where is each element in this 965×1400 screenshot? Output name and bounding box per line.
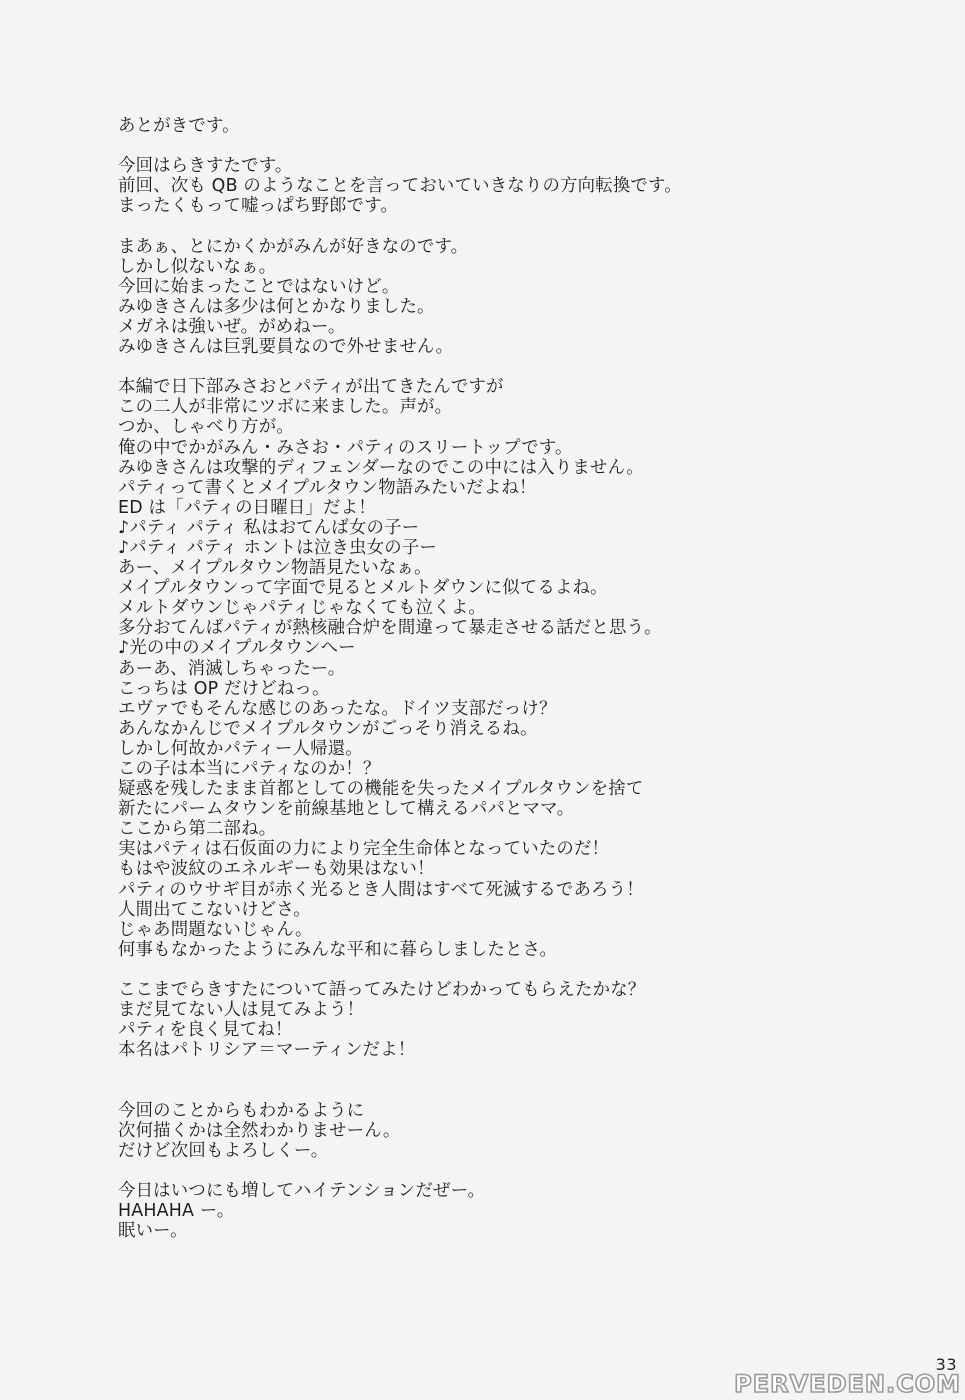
text-line: 新たにパームタウンを前線基地として構えるパパとママ。	[118, 799, 575, 820]
paragraph-gap	[118, 1060, 838, 1080]
text-line: あーあ、消滅しちゃったー。	[118, 658, 346, 679]
text-line: エヴァでもそんな感じのあったな。ドイツ支部だっけ？	[118, 698, 557, 719]
paragraph-gap	[118, 1081, 838, 1101]
page-number: 33	[935, 1355, 957, 1374]
text-line: ♪パティ パティ ホントは泣き虫女の子ー	[118, 537, 438, 558]
text-line: みゆきさんは巨乳要員なので外せません。	[118, 337, 454, 358]
text-line: 人間出てこないけどさ。	[118, 899, 311, 920]
text-line: 次何描くかは全然わかりませーん。	[118, 1120, 401, 1141]
site-watermark: PERVEDEN.COM	[734, 1370, 961, 1398]
text-line: メイプルタウンって字面で見るとメルトダウンに似てるよね。	[118, 578, 608, 599]
text-line: 前回、次も QB のようなことを言っておいていきなりの方向転換です。	[118, 176, 682, 197]
text-line: この二人が非常にツボに来ました。声が。	[118, 397, 453, 418]
text-line: ED は「パティの日曜日」だよ！	[118, 497, 376, 518]
text-line: あとがきです。	[118, 116, 240, 136]
text-line: みゆきさんは攻撃的ディフェンダーなのでこの中には入りません。	[118, 457, 644, 478]
text-line: HAHAHA ー。	[118, 1201, 235, 1222]
text-line: ♪光の中のメイプルタウンへー	[118, 638, 356, 659]
paragraph-gap	[118, 357, 838, 377]
text-line: まあぁ、とにかくかがみんが好きなのです。	[118, 236, 469, 257]
afterword-text	[118, 116, 838, 1241]
text-line: しかし何故かパティー人帰還。	[118, 738, 363, 759]
text-line: しかし似ないなぁ。	[118, 256, 277, 277]
text-line: 多分おてんばパティが熱核融合炉を間違って暴走させる話だと思う。	[118, 618, 662, 639]
text-line: じゃあ問題ないじゃん。	[118, 919, 313, 940]
paragraph-gap	[118, 216, 838, 236]
text-line: この子は本当にパティなのか！？	[118, 759, 381, 779]
text-line: パティって書くとメイプルタウン物語みたいだよね！	[118, 477, 537, 498]
text-line: ここから第二部ね。	[118, 819, 277, 840]
text-line: ここまでらきすたについて語ってみたけどわかってもらえたかな？	[118, 980, 646, 1001]
text-line: 眠いー。	[118, 1221, 188, 1242]
text-line: 本編で日下部みさおとパティが出てきたんですが	[118, 377, 504, 398]
text-line: 疑惑を残したまま首都としての機能を失ったメイプルタウンを捨て	[118, 779, 644, 800]
text-line: パティを良く見てね！	[118, 1020, 293, 1041]
text-line: パティのウサギ目が赤く光るとき人間はすべて死滅するであろう！	[118, 879, 644, 900]
text-line: 実はパティは石仮面の力により完全生命体となっていたのだ！	[118, 839, 610, 860]
text-line: 俺の中でかがみん・みさお・パティのスリートップです。	[118, 437, 573, 458]
text-line: もはや波紋のエネルギーも効果はない！	[118, 859, 435, 880]
text-line: メガネは強いぜ。がめねー。	[118, 316, 346, 337]
text-line: 本名はパトリシア＝マーティンだよ！	[118, 1040, 416, 1061]
text-line: メルトダウンじゃパティじゃなくても泣くよ。	[118, 598, 487, 619]
text-line: こっちは OP だけどねっ。	[118, 678, 330, 699]
text-line: まだ見てない人は見てみよう！	[118, 1000, 365, 1021]
text-line: あー、メイプルタウン物語見たいなぁ。	[118, 558, 432, 579]
text-line: 何事もなかったようにみんな平和に暮らしましたとさ。	[118, 939, 558, 960]
paragraph-gap	[118, 960, 838, 980]
text-line: みゆきさんは多少は何とかなりました。	[118, 296, 435, 317]
text-line: ♪パティ パティ 私はおてんば女の子ー	[118, 517, 420, 538]
text-line: あんなかんじでメイプルタウンがごっそり消えるね。	[118, 718, 538, 739]
text-line: 今回に始まったことではないけど。	[118, 276, 400, 297]
text-line: 今日はいつにも増してハイテンションだぜー。	[118, 1180, 486, 1201]
text-line: つか、しゃべり方が。	[118, 417, 294, 438]
text-line: だけど次回もよろしくー。	[118, 1140, 329, 1161]
text-line: 今回はらきすたです。	[118, 156, 293, 177]
text-line: まったくもって嘘っぱち野郎です。	[118, 196, 399, 217]
paragraph-gap	[118, 136, 838, 156]
paragraph-gap	[118, 1161, 838, 1181]
text-line: 今回のことからもわかるように	[118, 1100, 365, 1121]
